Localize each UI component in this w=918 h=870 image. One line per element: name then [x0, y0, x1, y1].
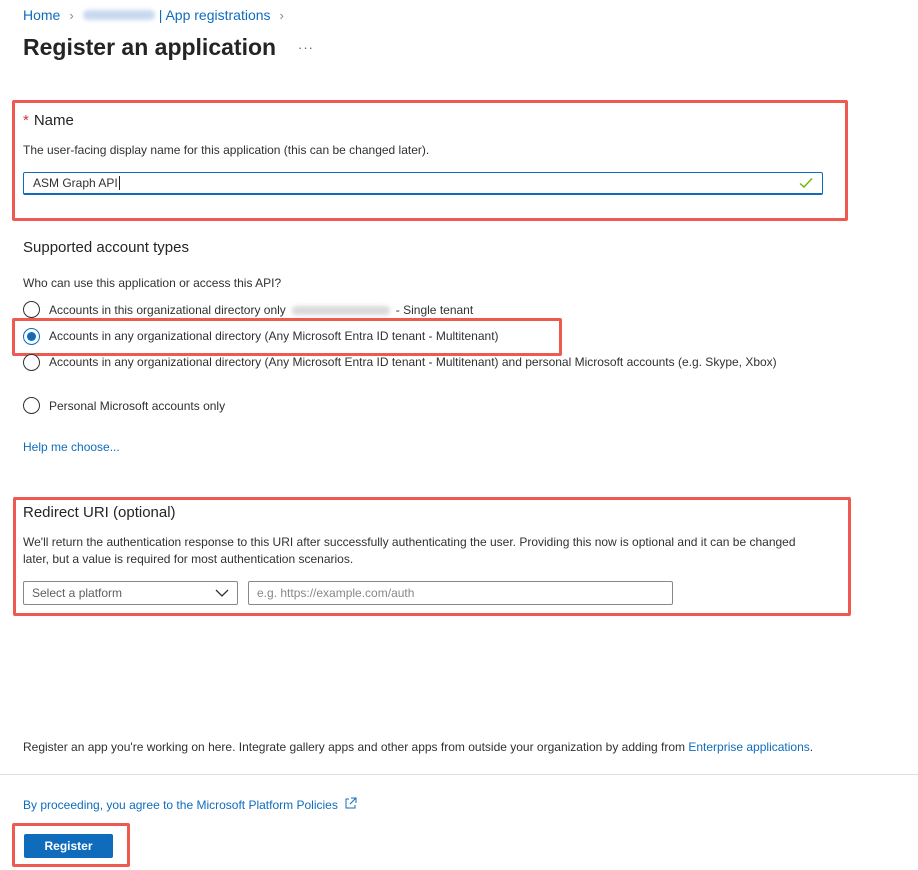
enterprise-applications-link[interactable]: Enterprise applications [688, 740, 810, 754]
radio-label-suffix: - Single tenant [395, 303, 474, 317]
register-info-text [23, 739, 813, 756]
check-icon [799, 177, 813, 189]
platform-policies-link[interactable] [23, 797, 357, 813]
breadcrumb-home-link[interactable]: Home [23, 7, 61, 23]
radio-label: Accounts in this organizational directory only [49, 303, 286, 317]
platform-select[interactable] [23, 581, 238, 605]
external-link-icon [344, 797, 357, 813]
platform-select-value: Select a platform [32, 586, 123, 600]
name-highlight [12, 100, 848, 221]
platform-policies-text: By proceeding, you agree to the Microsoft Platform Policies [23, 798, 338, 812]
radio-button[interactable] [23, 397, 40, 414]
more-options-icon[interactable]: ··· [298, 40, 314, 55]
chevron-right-icon: › [69, 7, 74, 23]
help-me-choose-link[interactable]: Help me choose... [23, 440, 120, 454]
name-description: The user-facing display name for this application (this can be changed later). [23, 143, 430, 157]
radio-label: Accounts in any organizational directory (Any Microsoft Entra ID tenant - Multitenant) and personal Microsoft accounts (e.g. Skype, Xbox) [49, 355, 777, 369]
radio-multitenant-personal[interactable] [23, 354, 813, 371]
chevron-down-icon [215, 586, 229, 600]
redirect-uri-input[interactable] [248, 581, 673, 605]
account-types-heading: Supported account types [23, 239, 189, 256]
radio-button[interactable] [23, 301, 40, 318]
app-name-input[interactable] [23, 172, 823, 195]
redacted-tenant-name [83, 10, 155, 20]
account-types-question: Who can use this application or access this API? [23, 276, 282, 290]
breadcrumb [23, 7, 293, 23]
radio-label: Personal Microsoft accounts only [49, 399, 226, 413]
redacted-tenant-name [292, 306, 390, 315]
text-caret [119, 176, 120, 190]
radio-label: Accounts in any organizational directory (Any Microsoft Entra ID tenant - Multitenant) [49, 329, 499, 343]
radio-button-checked[interactable] [23, 328, 40, 345]
page-title: Register an application [23, 34, 277, 60]
register-info-body: Register an app you're working on here. Integrate gallery apps and other apps from outside your organization by adding from [23, 740, 686, 754]
register-button[interactable]: Register [24, 834, 113, 858]
required-mark: * [23, 112, 29, 129]
chevron-right-icon: › [279, 7, 284, 23]
name-label [23, 112, 74, 129]
redirect-heading: Redirect URI (optional) [23, 504, 176, 521]
redirect-description: We'll return the authentication response to this URI after successfully authenticating the user. Providing this now is optional and it can be changed later, but a value is required for most authentication scenarios. [23, 535, 796, 566]
radio-multitenant[interactable] [23, 328, 499, 345]
name-label-text: Name [33, 112, 74, 129]
radio-button[interactable] [23, 354, 40, 371]
footer-divider [0, 774, 918, 775]
radio-single-tenant[interactable] [23, 301, 473, 319]
register-info-end: . [809, 740, 814, 754]
redirect-uri-placeholder: e.g. https://example.com/auth [257, 586, 415, 600]
app-name-value: ASM Graph API [33, 175, 118, 190]
breadcrumb-app-registrations-link[interactable]: | App registrations [158, 7, 271, 23]
radio-personal-only[interactable] [23, 397, 225, 415]
